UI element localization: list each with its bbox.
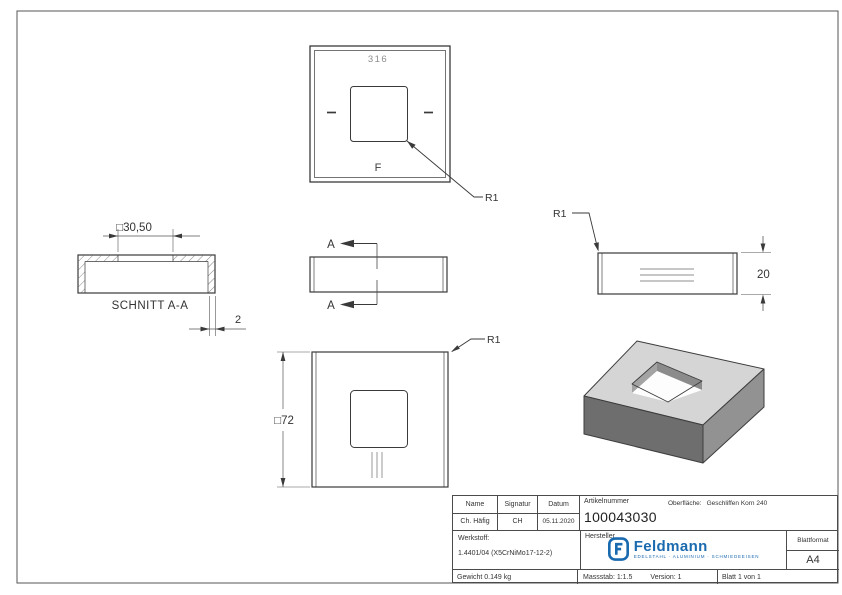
feldmann-logo [581,537,786,561]
gewicht-value: Gewicht 0.149 kg [457,573,512,581]
blattformat-value: A4 [787,551,839,570]
dim-thickness-label: 2 [234,314,242,326]
hersteller-cell [581,531,787,570]
werkstoff-value: 1.4401/04 (X5CrNiMo17-12-2) [458,550,553,557]
cut-label-top: A [327,239,335,251]
blatt-cell [718,570,839,584]
artikelnummer-header: Artikelnummer [584,498,630,505]
radius-label-front: R1 [487,334,501,346]
name-value: Ch. Häfig [453,514,498,531]
artikelnummer-value: 100043030 [584,509,657,525]
iso-view [584,341,764,463]
blattformat-label: Blattformat [787,531,839,551]
datum-value: 05.11.2020 [538,514,580,531]
feldmann-logo-tagline: EDELSTAHL · ALUMINIUM · SCHMIEDEEISEN [633,553,760,559]
datum-header: Datum [538,496,580,514]
oberflaeche-value: Geschliffen Korn 240 [706,500,768,507]
side-view-cut [310,239,447,312]
werkstoff-cell [453,531,581,570]
werkstoff-label: Werkstoff: [458,535,490,542]
dim-width-label: □30,50 [116,222,152,234]
dim-height-label: 20 [757,269,770,281]
section-view [78,222,246,336]
top-view [310,46,499,204]
radius-label-top: R1 [485,192,499,204]
gewicht-cell [453,570,578,584]
signatur-value: CH [498,514,538,531]
hersteller-label: Hersteller [585,533,615,540]
feldmann-logo-text: Feldmann [633,537,708,555]
version-value: Version: 1 [650,573,682,581]
radius-label-side: R1 [553,208,567,220]
oberflaeche-label: Oberfläche: [668,500,702,507]
blatt-value: Blatt 1 von 1 [722,573,761,581]
name-header: Name [453,496,498,514]
signatur-header: Signatur [498,496,538,514]
dim-outer-label: □72 [274,415,294,427]
feldmann-logo-icon [608,537,629,561]
massstab-cell [578,570,718,584]
artikelnummer-cell [580,496,837,531]
title-block [452,495,838,583]
cut-label-bottom: A [327,300,335,312]
engraving-label: 316 [367,54,389,65]
front-mark-label: F [374,162,382,174]
front-view [274,334,500,487]
side-view-height [553,208,771,311]
massstab-value: Massstab: 1:1.5 [583,573,633,581]
section-title: SCHNITT A-A [111,300,189,312]
oberflaeche-field [668,500,772,507]
